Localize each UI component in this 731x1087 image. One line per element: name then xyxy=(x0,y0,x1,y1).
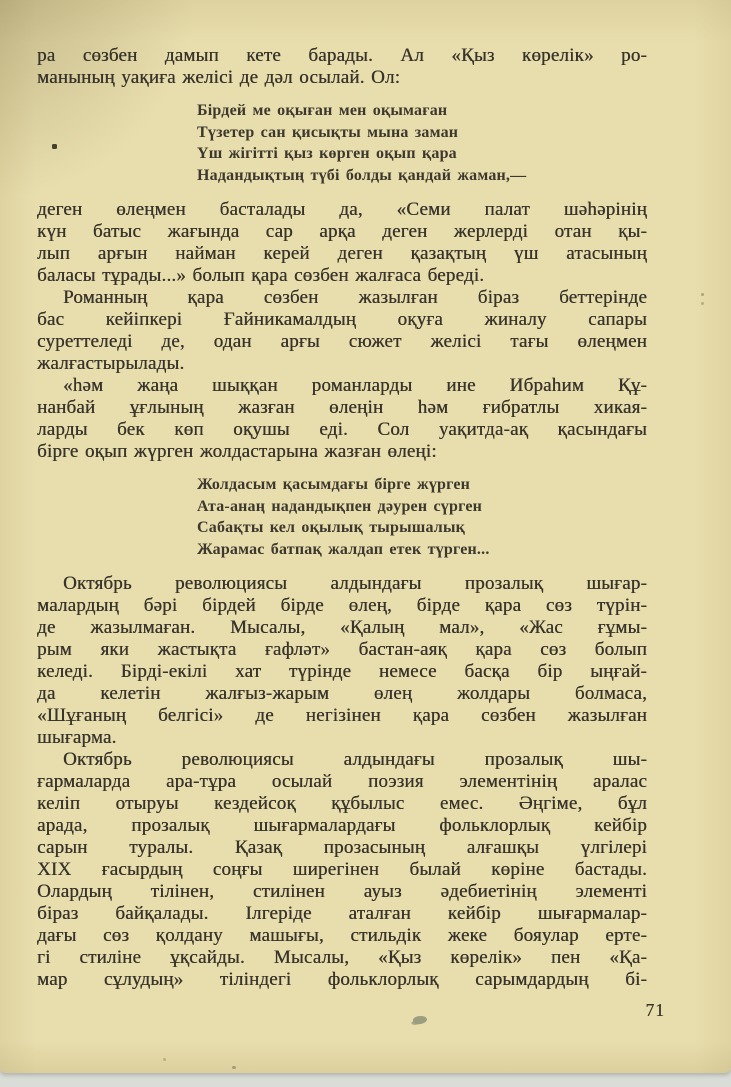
text-line: «һәм жаңа шыққан романларды ине Ибраһим Құ- xyxy=(63,375,647,396)
verse-line: Жарамас батпақ жалдап етек түрген... xyxy=(197,540,490,558)
text-line: ғармаларда ара-тұра осылай поэзия элементінің аралас xyxy=(37,771,647,792)
text-line: деген өлеңмен басталады да, «Семи палат шәһәрінің xyxy=(37,199,647,220)
text-line: суреттеледі де, одан арғы сюжет желісі тағы өлеңмен xyxy=(37,331,647,352)
ink-smudge xyxy=(412,1015,427,1025)
text-line: ра сөзбен дамып кете барады. Ал «Қыз көрелік» ро- xyxy=(37,45,647,66)
paragraph xyxy=(37,375,647,463)
verse-line: Үш жігітті қыз көрген оқып қара xyxy=(197,145,457,162)
text-line: де жазылмаған. Мысалы, «Қалың мал», «Жас ғұмы- xyxy=(37,617,647,638)
text-line: Октябрь революциясы алдындағы прозалық шығар- xyxy=(63,573,647,594)
text-line: гі стиліне ұқсайды. Мысалы, «Қыз көрелік» пен «Қа- xyxy=(37,947,647,968)
text-line: рым яки жастықта ғафләт» бастан-аяқ қара сөз болып xyxy=(37,639,647,660)
text-line: бас кейіпкері Ғайникамалдың оқуға жиналу сапары xyxy=(37,309,647,330)
text-line: ларды бек көп оқушы еді. Сол уақитда-ақ қасындағы xyxy=(37,419,647,440)
text-line: шығарма. xyxy=(37,727,117,748)
text-line: келіп отыруы кездейсоқ құбылыс емес. Әңгіме, бұл xyxy=(37,793,647,814)
paragraph xyxy=(37,199,647,287)
text-line: келеді. Бірді-екілі хат түрінде немесе басқа бір ыңғай- xyxy=(37,661,647,682)
ink-speck xyxy=(52,144,57,149)
verse-block xyxy=(197,100,647,186)
text-line: біраз байқалады. Ілгеріде аталған кейбір шығармалар- xyxy=(37,903,647,924)
text-line: арада, прозалық шығармалардағы фольклорлық кейбір xyxy=(37,815,647,836)
verse-line: Жолдасым қасымдағы бірге жүрген xyxy=(197,476,471,493)
verse-line: Ата-анаң надандықпен дәурен сүрген xyxy=(197,497,483,515)
text-line: нанбай ұғлының жазған өлеңін һәм ғибратлы хикая- xyxy=(37,397,647,418)
text-line: бірге оқып жүрген жолдастарына жазған өлеңі: xyxy=(37,441,437,462)
text-line: Октябрь революциясы алдындағы прозалық шы- xyxy=(63,749,647,770)
ink-speck xyxy=(232,1066,236,1069)
page-number: 71 xyxy=(645,1000,665,1020)
text-line: манының уақиға желісі де дәл осылай. Ол: xyxy=(37,67,401,88)
text-line: жалғастырылады. xyxy=(37,353,185,374)
text-line: Романның қара сөзбен жазылған біраз беттерінде xyxy=(63,287,647,308)
text-line: да келетін жалғыз-жарым өлең жолдары болмаса, xyxy=(37,683,647,704)
verse-line: Сабақты кел оқылық тырышалық xyxy=(197,519,466,536)
text-line: Олардың тілінен, стилінен ауыз әдебиетінің элементі xyxy=(37,881,647,902)
text-line: малардың бәрі бірдей бірде өлең, бірде қара сөз түрін- xyxy=(37,595,647,616)
verse-line: Бірдей ме оқыған мен оқымаған xyxy=(197,102,448,119)
text-line: баласы тұрады...» болып қара сөзбен жалғаса береді. xyxy=(37,265,485,286)
verse-line: Надандықтың түбі болды қандай жаман,— xyxy=(197,166,527,184)
paragraph xyxy=(37,45,647,89)
paragraph xyxy=(37,573,647,749)
text-line: дағы сөз қолдану машығы, стильдік жеке бояулар ерте- xyxy=(37,925,647,946)
text-line: «Шұғаның белгісі» де негізінен қара сөзбен жазылған xyxy=(37,705,647,726)
text-line: XIX ғасырдың соңғы ширегінен былай көріне бастады. xyxy=(37,859,647,880)
paragraph xyxy=(37,749,647,991)
ink-speck xyxy=(163,1058,166,1061)
paragraph xyxy=(37,287,647,375)
text-line: мар сұлудың» тіліндегі фольклорлық сарымдардың бі- xyxy=(37,969,647,990)
verse-block xyxy=(197,474,647,560)
text-line: лып арғын найман керей деген қазақтың үш атасының xyxy=(37,243,647,264)
verse-line: Түзетер сан қисықты мына заман xyxy=(197,123,459,141)
ink-speck xyxy=(701,293,704,296)
text-line: сарын туралы. Қазақ прозасының алғашқы үлгілері xyxy=(37,837,647,858)
text-line: күн батыс жағында сар арқа деген жерлерді отан қы- xyxy=(37,221,647,242)
